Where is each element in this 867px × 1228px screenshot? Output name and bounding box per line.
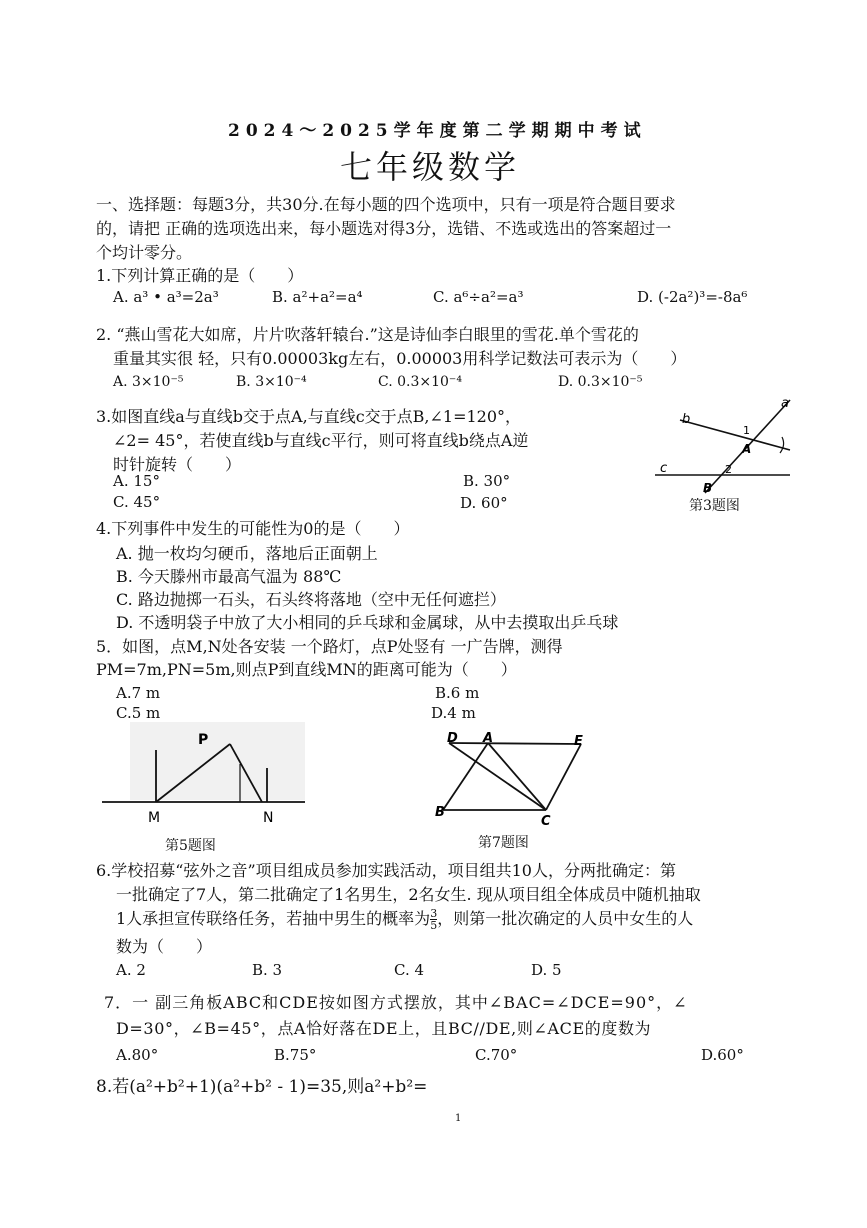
q3-figure: [650, 395, 800, 495]
q6-line3: [116, 906, 693, 931]
q4-option-c: C. 路边抛掷一石头，石头终将落地（空中无任何遮拦）: [116, 590, 506, 609]
q6-option-a: A. 2: [116, 961, 146, 979]
q3-line2: ∠2= 45°，若使直线b与直线c平行，则可将直线b绕点A逆: [113, 431, 529, 450]
q5-line2: PM=7m,PN=5m,则点P到直线MN的距离可能为（ ）: [96, 660, 517, 679]
q6-line4: 数为（ ）: [116, 937, 213, 956]
q5-figure-caption: 第5题图: [165, 838, 216, 854]
q2-line1: 2. “燕山雪花大如席，片片吹落轩辕台.”这是诗仙李白眼里的雪花.单个雪花的: [96, 325, 639, 344]
section-instructions-line1: 一、选择题：每题3分，共30分.在每小题的四个选项中，只有一项是符合题目要求: [96, 195, 676, 214]
q5-option-b: B.6 m: [435, 684, 480, 702]
q7-figure-caption: 第7题图: [478, 835, 529, 851]
q6-line2: 一批确定了7人，第二批确定了1名男生，2名女生. 现从项目组全体成员中随机抽取: [116, 885, 701, 904]
label-D: D: [447, 731, 458, 746]
q3-option-a: A. 15°: [113, 472, 160, 490]
label-a: a: [781, 396, 789, 411]
label-1: 1: [743, 424, 750, 437]
q7-option-b: B.75°: [274, 1046, 317, 1064]
q3-option-b: B. 30°: [463, 472, 511, 490]
q4-option-a: A. 抛一枚均匀硬币，落地后正面朝上: [116, 544, 378, 563]
label-E: E: [574, 734, 583, 749]
label-B: B: [703, 481, 713, 495]
q7-line2: D=30°，∠B=45°，点A恰好落在DE上，且BC//DE,则∠ACE的度数为: [116, 1019, 652, 1038]
q5-option-c: C.5 m: [116, 704, 161, 722]
label-P: P: [198, 732, 209, 748]
q3-line3: 时针旋转（ ）: [113, 455, 242, 474]
q3-option-d: D. 60°: [460, 494, 508, 512]
q2-option-a: A. 3×10⁻⁵: [113, 374, 184, 390]
exam-title: 2024～2025学年度第二学期期中考试: [228, 121, 647, 141]
label-N: N: [263, 810, 274, 826]
label-B: B: [435, 805, 445, 820]
q1-option-c: C. a⁶÷a²=a³: [433, 288, 524, 306]
line-b: [680, 420, 790, 450]
q8-stem: 8.若(a²+b²+1)(a²+b² - 1)=35,则a²+b²=: [96, 1077, 428, 1097]
segment-AB: [443, 743, 488, 810]
page-number: 1: [455, 1113, 462, 1124]
q6-line3-part2: ，则第一批次确定的人员中女生的人: [437, 909, 694, 928]
segment-DE: [449, 743, 581, 744]
q1-option-b: B. a²+a²=a⁴: [272, 288, 363, 306]
label-A: A: [742, 442, 752, 456]
subject-title: 七年级数学: [340, 148, 521, 186]
segment-EC: [546, 744, 581, 810]
q4-option-b: B. 今天滕州市最高气温为 88℃: [116, 567, 342, 586]
q7-line1: 7．一 副三角板ABC和CDE按如图方式摆放，其中∠BAC=∠DCE=90°，∠: [104, 993, 688, 1012]
q1-stem: 1.下列计算正确的是（ ）: [96, 266, 304, 285]
q4-option-d: D. 不透明袋子中放了大小相同的乒乓球和金属球，从中去摸取出乒乓球: [116, 613, 619, 632]
q2-line2: 重量其实很 轻，只有0.00003kg左右，0.00003用科学记数法可表示为（ ）: [113, 349, 687, 368]
q2-option-d: D. 0.3×10⁻⁵: [558, 374, 643, 390]
q4-stem: 4.下列事件中发生的可能性为0的是（ ）: [96, 519, 410, 538]
q7-option-a: A.80°: [116, 1046, 159, 1064]
q7-option-d: D.60°: [701, 1046, 744, 1064]
section-instructions-line3: 个均计零分。: [96, 243, 193, 262]
section-instructions-line2: 的，请把 正确的选项选出来，每小题选对得3分，选错、不选或选出的答案超过一: [96, 219, 672, 238]
label-A: A: [483, 731, 494, 746]
q5-figure: [100, 720, 310, 828]
fraction-numerator: 3: [430, 907, 438, 920]
q3-figure-caption: 第3题图: [689, 498, 740, 514]
label-C: C: [541, 814, 551, 826]
label-b: b: [682, 412, 691, 427]
label-M: M: [148, 810, 161, 826]
q1-option-a: A. a³ • a³=2a³: [113, 288, 219, 306]
q5-line1: 5．如图，点M,N处各安装 一个路灯，点P处竖有 一广告牌，测得: [96, 637, 563, 656]
label-c: c: [660, 461, 668, 476]
q6-option-b: B. 3: [252, 961, 283, 979]
q6-line1: 6.学校招募“弦外之音”项目组成员参加实践活动，项目组共10人，分两批确定：第: [96, 861, 676, 880]
rotation-arrow-icon: [780, 437, 784, 453]
q2-option-b: B. 3×10⁻⁴: [236, 374, 307, 390]
q2-option-c: C. 0.3×10⁻⁴: [378, 374, 462, 390]
fraction-denominator: 5: [430, 919, 438, 932]
q5-option-d: D.4 m: [431, 704, 476, 722]
q6-line3-part1: 1人承担宣传联络任务，若抽中男生的概率为: [116, 909, 431, 928]
q3-line1: 3.如图直线a与直线b交于点A,与直线c交于点B,∠1=120°，: [96, 407, 522, 426]
label-2: 2: [725, 463, 732, 476]
q1-option-d: D. (-2a²)³=-8a⁶: [637, 288, 748, 306]
q6-option-d: D. 5: [531, 961, 562, 979]
q3-option-c: C. 45°: [113, 493, 161, 511]
q5-option-a: A.7 m: [116, 684, 161, 702]
q7-option-c: C.70°: [475, 1046, 518, 1064]
q6-option-c: C. 4: [394, 961, 425, 979]
q7-figure: [433, 728, 593, 826]
